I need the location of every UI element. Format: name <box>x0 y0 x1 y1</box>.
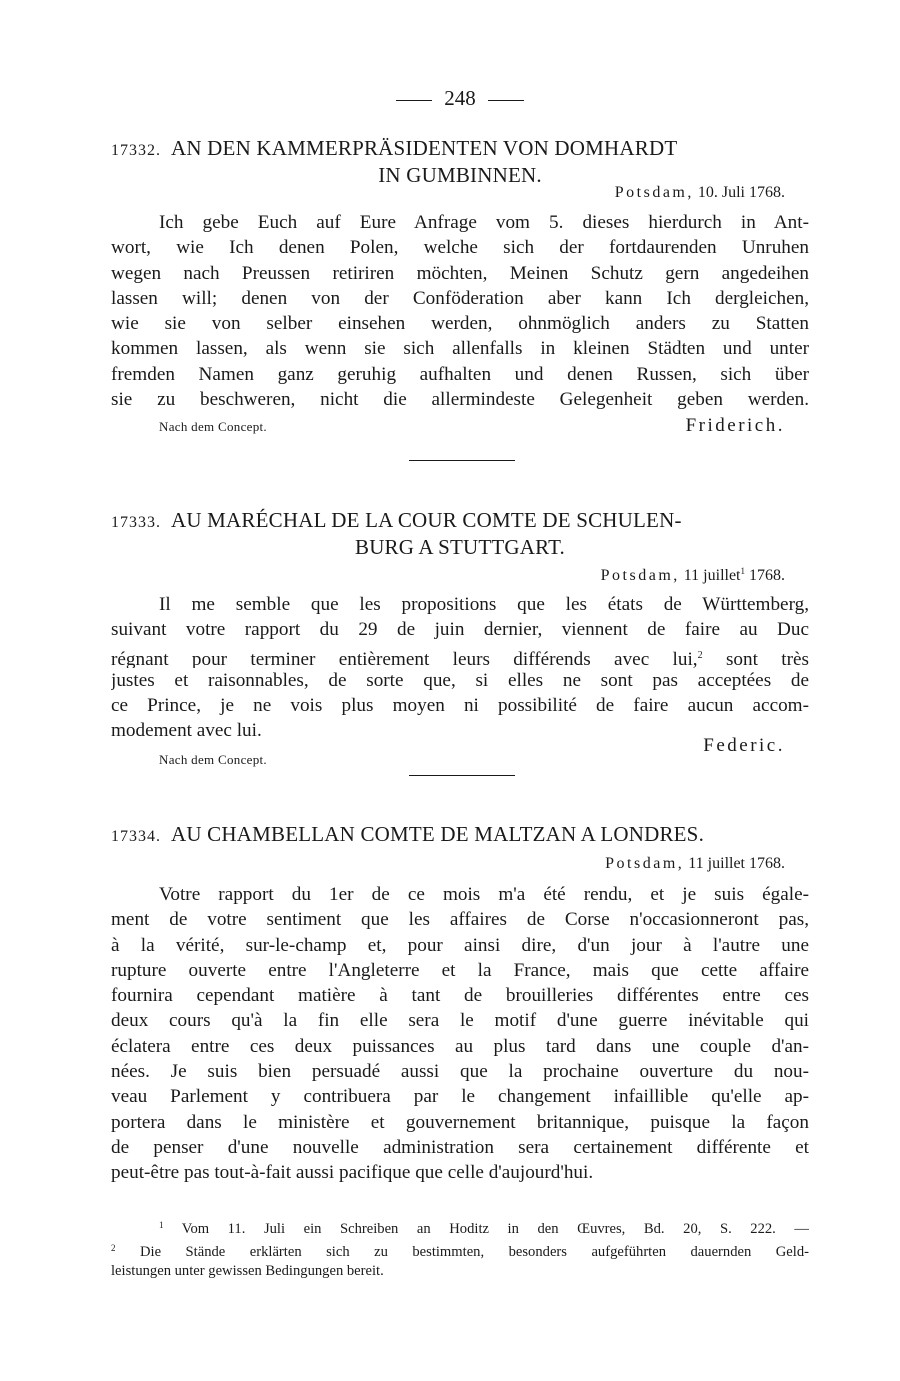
body-line: lassen will; denen von der Conföderation aber kann Ich dergleichen, <box>111 287 809 309</box>
body-line: peut-être pas tout-à-fait aussi pacifique que celle d'aujourd'hui. <box>111 1162 594 1184</box>
letter-dateline: Potsdam, 11 juillet 1768. <box>605 855 785 872</box>
page-number: 248 <box>111 86 809 111</box>
body-line: suivant votre rapport du 29 de juin dernier, viennent de faire au Duc <box>111 619 809 641</box>
source-note: Nach dem Concept. <box>159 752 267 767</box>
body-line: rupture ouverte entre l'Angleterre et la France, mais que cette affaire <box>111 959 809 981</box>
body-line: wegen nach Preussen retiriren möchten, Meinen Schutz gern angedeihen <box>111 262 809 284</box>
body-line: portera dans le ministère et gouvernement britannique, puisque la façon <box>111 1111 809 1133</box>
footnote-mark: 1 <box>159 1220 164 1230</box>
letter-addressee: AU CHAMBELLAN COMTE DE MALTZAN A LONDRES. <box>171 822 705 846</box>
body-line: deux cours qu'à la fin elle sera le motif d'une guerre inévitable qui <box>111 1010 809 1032</box>
body-line: régnant pour terminer entièrement leurs différends avec lui,$^2$ sont très <box>111 648 809 668</box>
body-line: veau Parlement y contribuera par le changement infaillible qu'elle ap- <box>111 1086 809 1108</box>
body-line: ce Prince, je ne vois plus moyen ni possibilité de faire aucun accom- <box>111 695 809 717</box>
page-number-dash-right <box>488 100 524 101</box>
body-line: Votre rapport du 1er de ce mois m'a été rendu, et je suis égale- <box>159 884 809 905</box>
letter-dateline: Potsdam, 10. Juli 1768. <box>614 184 785 201</box>
signature: Federic. <box>703 735 785 756</box>
body-line: ment de votre sentiment que les affaires de Corse n'occasionneront pas, <box>111 909 809 931</box>
body-line: kommen lassen, als wenn sie sich allenfalls in kleinen Städten und unter <box>111 338 809 360</box>
letter-number: 17334. <box>111 828 161 845</box>
page-number-dash-left <box>396 100 432 101</box>
body-line: à la vérité, sur-le-champ et, pour ainsi dire, d'un jour à l'autre une <box>111 934 809 956</box>
footnote-ref: 1 <box>740 566 745 576</box>
footnote-line: $^1$ Vom 11. Juli ein Schreiben an Hoditz in den Œuvres, Bd. 20, S. 222. — <box>159 1220 809 1237</box>
footnote-line: leistungen unter gewissen Bedingungen bereit. <box>111 1263 384 1279</box>
body-line: Il me semble que les propositions que les états de Württemberg, <box>159 594 809 615</box>
body-line: Ich gebe Euch auf Eure Anfrage vom 5. dieses hierdurch in Ant- <box>159 212 809 233</box>
body-line: fournira cependant matière à tant de brouilleries différentes entre ces <box>111 985 809 1007</box>
letter-body <box>111 210 809 412</box>
letter-addressee: AN DEN KAMMERPRÄSIDENTEN VON DOMHARDT <box>171 136 678 160</box>
source-note: Nach dem Concept. <box>159 419 267 434</box>
footnote-line: $^2$ Die Stände erklärten sich zu bestimmten, besonders aufgeführten dauernden Geld- <box>111 1243 809 1260</box>
letter-addressee-continued: BURG A STUTTGART. <box>354 535 566 559</box>
body-line: wort, wie Ich denen Polen, welche sich der fortdaurenden Unruhen <box>111 237 809 259</box>
letter-heading <box>111 508 809 560</box>
section-divider <box>409 460 515 461</box>
body-line: éclatera entre ces deux puissances au plus tard dans une couple d'an- <box>111 1035 809 1057</box>
footnote-ref: 2 <box>697 649 703 661</box>
body-line: modement avec lui. <box>111 720 262 742</box>
body-line: justes et raisonnables, de sorte que, si elles ne sont pas acceptées de <box>111 669 809 691</box>
letter-number: 17333. <box>111 514 161 531</box>
letter-heading <box>111 822 809 849</box>
letter-dateline: Potsdam, 11 juillet$^1$ 1768. <box>600 566 785 584</box>
body-line: de penser d'une nouvelle administration sera certainement différente et <box>111 1136 809 1158</box>
letter-body <box>111 882 809 1186</box>
letter-addressee-continued: IN GUMBINNEN. <box>378 163 542 187</box>
section-divider <box>409 775 515 776</box>
signature: Friderich. <box>685 415 785 436</box>
letter-number: 17332. <box>111 142 161 159</box>
letter-body <box>111 592 809 744</box>
body-line: nées. Je suis bien persuadé aussi que la prochaine ouverture du nou- <box>111 1061 809 1083</box>
footnotes <box>111 1214 809 1283</box>
letter-addressee: AU MARÉCHAL DE LA COUR COMTE DE SCHULEN- <box>171 508 682 532</box>
letter-heading <box>111 136 809 188</box>
body-line: sie zu beschweren, nicht die allermindeste Gelegenheit geben werden. <box>111 389 809 411</box>
body-line: wie sie von selber einsehen werden, ohnmöglich anders zu Statten <box>111 313 809 335</box>
body-line: fremden Namen ganz geruhig aufhalten und denen Russen, sich über <box>111 363 809 385</box>
footnote-mark: 2 <box>111 1243 116 1253</box>
